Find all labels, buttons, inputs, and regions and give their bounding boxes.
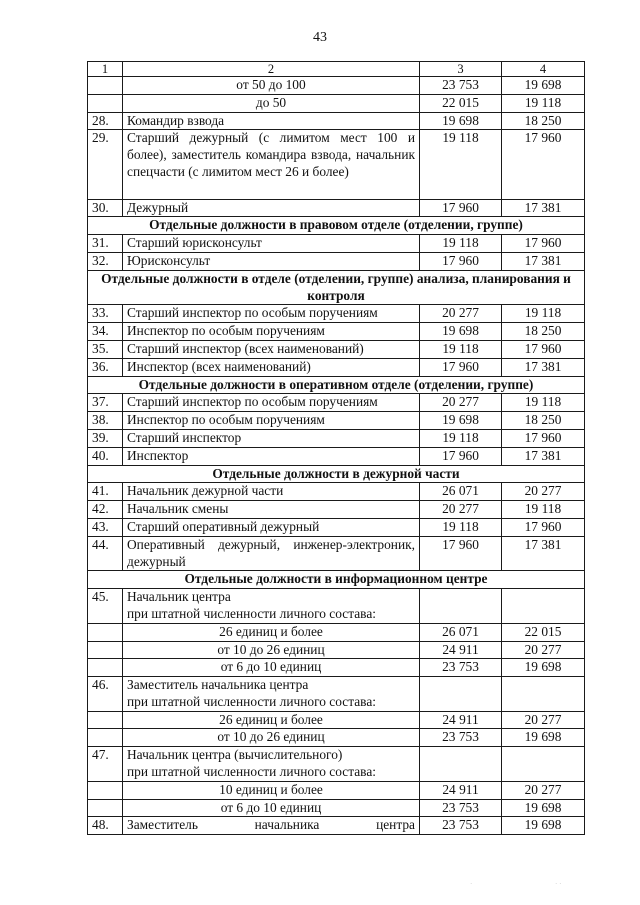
row-number: 37. (88, 394, 123, 412)
position-name: от 6 до 10 единиц (123, 659, 420, 677)
row-number: 47. (88, 747, 123, 782)
table-row (88, 747, 585, 782)
salary-col-3: 24 911 (420, 781, 502, 799)
position-name: Начальник смены (123, 501, 420, 519)
row-number: 46. (88, 677, 123, 712)
table-row (88, 518, 585, 536)
header-col-2: 2 (123, 62, 420, 77)
section-title: Отдельные должности в правовом отделе (отделении, группе) (88, 217, 585, 235)
row-number: 41. (88, 483, 123, 501)
table-header-row (88, 62, 585, 77)
table-row (88, 781, 585, 799)
salary-col-4: 17 960 (502, 340, 585, 358)
table-row (88, 483, 585, 501)
row-number (88, 77, 123, 95)
salary-col-3: 19 118 (420, 429, 502, 447)
salary-col-3: 19 118 (420, 340, 502, 358)
table-row (88, 252, 585, 270)
row-number: 38. (88, 412, 123, 430)
row-number: 33. (88, 305, 123, 323)
salary-col-4: 17 381 (502, 358, 585, 376)
position-name: Оперативный дежурный, инженер-электроник, дежурный (123, 536, 420, 571)
row-number (88, 94, 123, 112)
row-number: 36. (88, 358, 123, 376)
table-row (88, 94, 585, 112)
position-name: Заместитель начальника центра (123, 817, 420, 835)
position-name: Старший оперативный дежурный (123, 518, 420, 536)
row-number (88, 641, 123, 659)
position-name: от 10 до 26 единиц (123, 729, 420, 747)
table-row (88, 199, 585, 217)
salary-col-4: 17 381 (502, 252, 585, 270)
salary-col-3: 19 698 (420, 112, 502, 130)
table-row (88, 641, 585, 659)
salary-col-3: 19 698 (420, 412, 502, 430)
salary-col-4: 18 250 (502, 112, 585, 130)
table-row (88, 711, 585, 729)
position-name: Инспектор (123, 447, 420, 465)
salary-col-4: 17 381 (502, 447, 585, 465)
salary-col-4: 19 118 (502, 394, 585, 412)
table-row (88, 536, 585, 571)
salary-col-4: 20 277 (502, 711, 585, 729)
salary-col-4: 22 015 (502, 623, 585, 641)
salary-col-3: 17 960 (420, 447, 502, 465)
row-number: 48. (88, 817, 123, 835)
table-body (88, 62, 585, 835)
position-name: Инспектор по особым поручениям (123, 412, 420, 430)
section-header-row (88, 270, 585, 305)
table-row (88, 589, 585, 624)
salary-col-3: 19 118 (420, 235, 502, 253)
salary-col-3: 17 960 (420, 199, 502, 217)
row-number: 44. (88, 536, 123, 571)
salary-col-4: 17 960 (502, 429, 585, 447)
table-row (88, 623, 585, 641)
salary-col-4: 19 698 (502, 77, 585, 95)
salary-col-3: 22 015 (420, 94, 502, 112)
row-number (88, 781, 123, 799)
position-name: 10 единиц и более (123, 781, 420, 799)
header-col-4: 4 (502, 62, 585, 77)
salary-col-3: 23 753 (420, 799, 502, 817)
salary-col-4: 19 698 (502, 659, 585, 677)
row-number: 28. (88, 112, 123, 130)
row-number (88, 623, 123, 641)
salary-col-3: 23 753 (420, 77, 502, 95)
position-name: Инспектор (всех наименований) (123, 358, 420, 376)
salary-col-3: 24 911 (420, 641, 502, 659)
position-name: Старший инспектор по особым поручениям (123, 394, 420, 412)
section-title: Отдельные должности в информационном центре (88, 571, 585, 589)
row-number: 34. (88, 323, 123, 341)
page-number: 43 (313, 30, 327, 45)
salary-col-3: 20 277 (420, 501, 502, 519)
salary-col-4: 19 698 (502, 817, 585, 835)
salary-col-4: 17 960 (502, 130, 585, 199)
scan-artifact: · (470, 880, 473, 888)
table-row (88, 447, 585, 465)
salary-col-4: 17 381 (502, 536, 585, 571)
salary-table (87, 61, 585, 835)
section-header-row (88, 376, 585, 394)
position-name: от 6 до 10 единиц (123, 799, 420, 817)
table-row (88, 799, 585, 817)
position-name: Юрисконсульт (123, 252, 420, 270)
row-number: 29. (88, 130, 123, 199)
salary-col-4: 20 277 (502, 483, 585, 501)
position-name: Старший дежурный (с лимитом мест 100 и более), заместитель командира взвода, начальник спецчасти (с лимитом мест 26 и более) (123, 130, 420, 199)
row-number: 32. (88, 252, 123, 270)
section-header-row (88, 465, 585, 483)
salary-col-4: 19 698 (502, 799, 585, 817)
position-name: Старший инспектор по особым поручениям (123, 305, 420, 323)
salary-col-3: 19 118 (420, 130, 502, 199)
salary-col-3: 20 277 (420, 394, 502, 412)
salary-col-3: 19 118 (420, 518, 502, 536)
salary-col-4: 18 250 (502, 323, 585, 341)
salary-col-4: 17 960 (502, 235, 585, 253)
salary-col-3: 23 753 (420, 729, 502, 747)
salary-col-4: 17 960 (502, 518, 585, 536)
salary-col-4: 20 277 (502, 781, 585, 799)
row-number: 31. (88, 235, 123, 253)
salary-col-3: 17 960 (420, 536, 502, 571)
section-title: Отдельные должности в дежурной части (88, 465, 585, 483)
table-row (88, 817, 585, 835)
table-row (88, 677, 585, 712)
header-col-1: 1 (88, 62, 123, 77)
salary-col-4: 19 118 (502, 305, 585, 323)
position-name: от 10 до 26 единиц (123, 641, 420, 659)
salary-col-4: 19 698 (502, 729, 585, 747)
header-col-3: 3 (420, 62, 502, 77)
row-number: 35. (88, 340, 123, 358)
salary-col-3 (420, 589, 502, 624)
row-number: 42. (88, 501, 123, 519)
salary-col-3: 19 698 (420, 323, 502, 341)
section-header-row (88, 217, 585, 235)
position-name: 26 единиц и более (123, 623, 420, 641)
section-title: Отдельные должности в оперативном отделе (отделении, группе) (88, 376, 585, 394)
salary-col-4 (502, 677, 585, 712)
table-row (88, 429, 585, 447)
section-header-row (88, 571, 585, 589)
scan-artifact: · · (555, 880, 562, 888)
salary-col-3: 24 911 (420, 711, 502, 729)
position-name: Начальник дежурной части (123, 483, 420, 501)
salary-col-3: 23 753 (420, 817, 502, 835)
salary-col-4: 20 277 (502, 641, 585, 659)
table-row (88, 501, 585, 519)
table-row (88, 729, 585, 747)
salary-col-4 (502, 589, 585, 624)
row-number (88, 729, 123, 747)
salary-col-4: 19 118 (502, 94, 585, 112)
table-row (88, 323, 585, 341)
position-name: Командир взвода (123, 112, 420, 130)
position-name: Начальник центра при штатной численности личного состава: (123, 589, 420, 624)
salary-col-3: 17 960 (420, 358, 502, 376)
table-row (88, 358, 585, 376)
table-row (88, 235, 585, 253)
salary-col-4: 17 381 (502, 199, 585, 217)
row-number: 30. (88, 199, 123, 217)
row-number (88, 711, 123, 729)
position-name: от 50 до 100 (123, 77, 420, 95)
table-row (88, 394, 585, 412)
salary-col-3 (420, 747, 502, 782)
salary-col-3: 20 277 (420, 305, 502, 323)
salary-col-3: 23 753 (420, 659, 502, 677)
position-name: Старший инспектор (123, 429, 420, 447)
table-row (88, 112, 585, 130)
salary-col-3: 26 071 (420, 483, 502, 501)
table-row (88, 412, 585, 430)
salary-col-4: 18 250 (502, 412, 585, 430)
row-number: 39. (88, 429, 123, 447)
position-name: 26 единиц и более (123, 711, 420, 729)
salary-col-3: 26 071 (420, 623, 502, 641)
table-row (88, 305, 585, 323)
position-name: Дежурный (123, 199, 420, 217)
row-number: 45. (88, 589, 123, 624)
row-number: 40. (88, 447, 123, 465)
salary-col-3: 17 960 (420, 252, 502, 270)
position-name: Инспектор по особым поручениям (123, 323, 420, 341)
position-name: Заместитель начальника центра при штатной численности личного состава: (123, 677, 420, 712)
table-row (88, 659, 585, 677)
section-title: Отдельные должности в отделе (отделении, группе) анализа, планирования и контроля (88, 270, 585, 305)
row-number (88, 799, 123, 817)
table-row (88, 130, 585, 199)
row-number (88, 659, 123, 677)
salary-col-3 (420, 677, 502, 712)
salary-col-4 (502, 747, 585, 782)
table-row (88, 77, 585, 95)
salary-col-4: 19 118 (502, 501, 585, 519)
position-name: Старший инспектор (всех наименований) (123, 340, 420, 358)
position-name: Начальник центра (вычислительного) при штатной численности личного состава: (123, 747, 420, 782)
position-name: до 50 (123, 94, 420, 112)
table-row (88, 340, 585, 358)
position-name: Старший юрисконсульт (123, 235, 420, 253)
row-number: 43. (88, 518, 123, 536)
